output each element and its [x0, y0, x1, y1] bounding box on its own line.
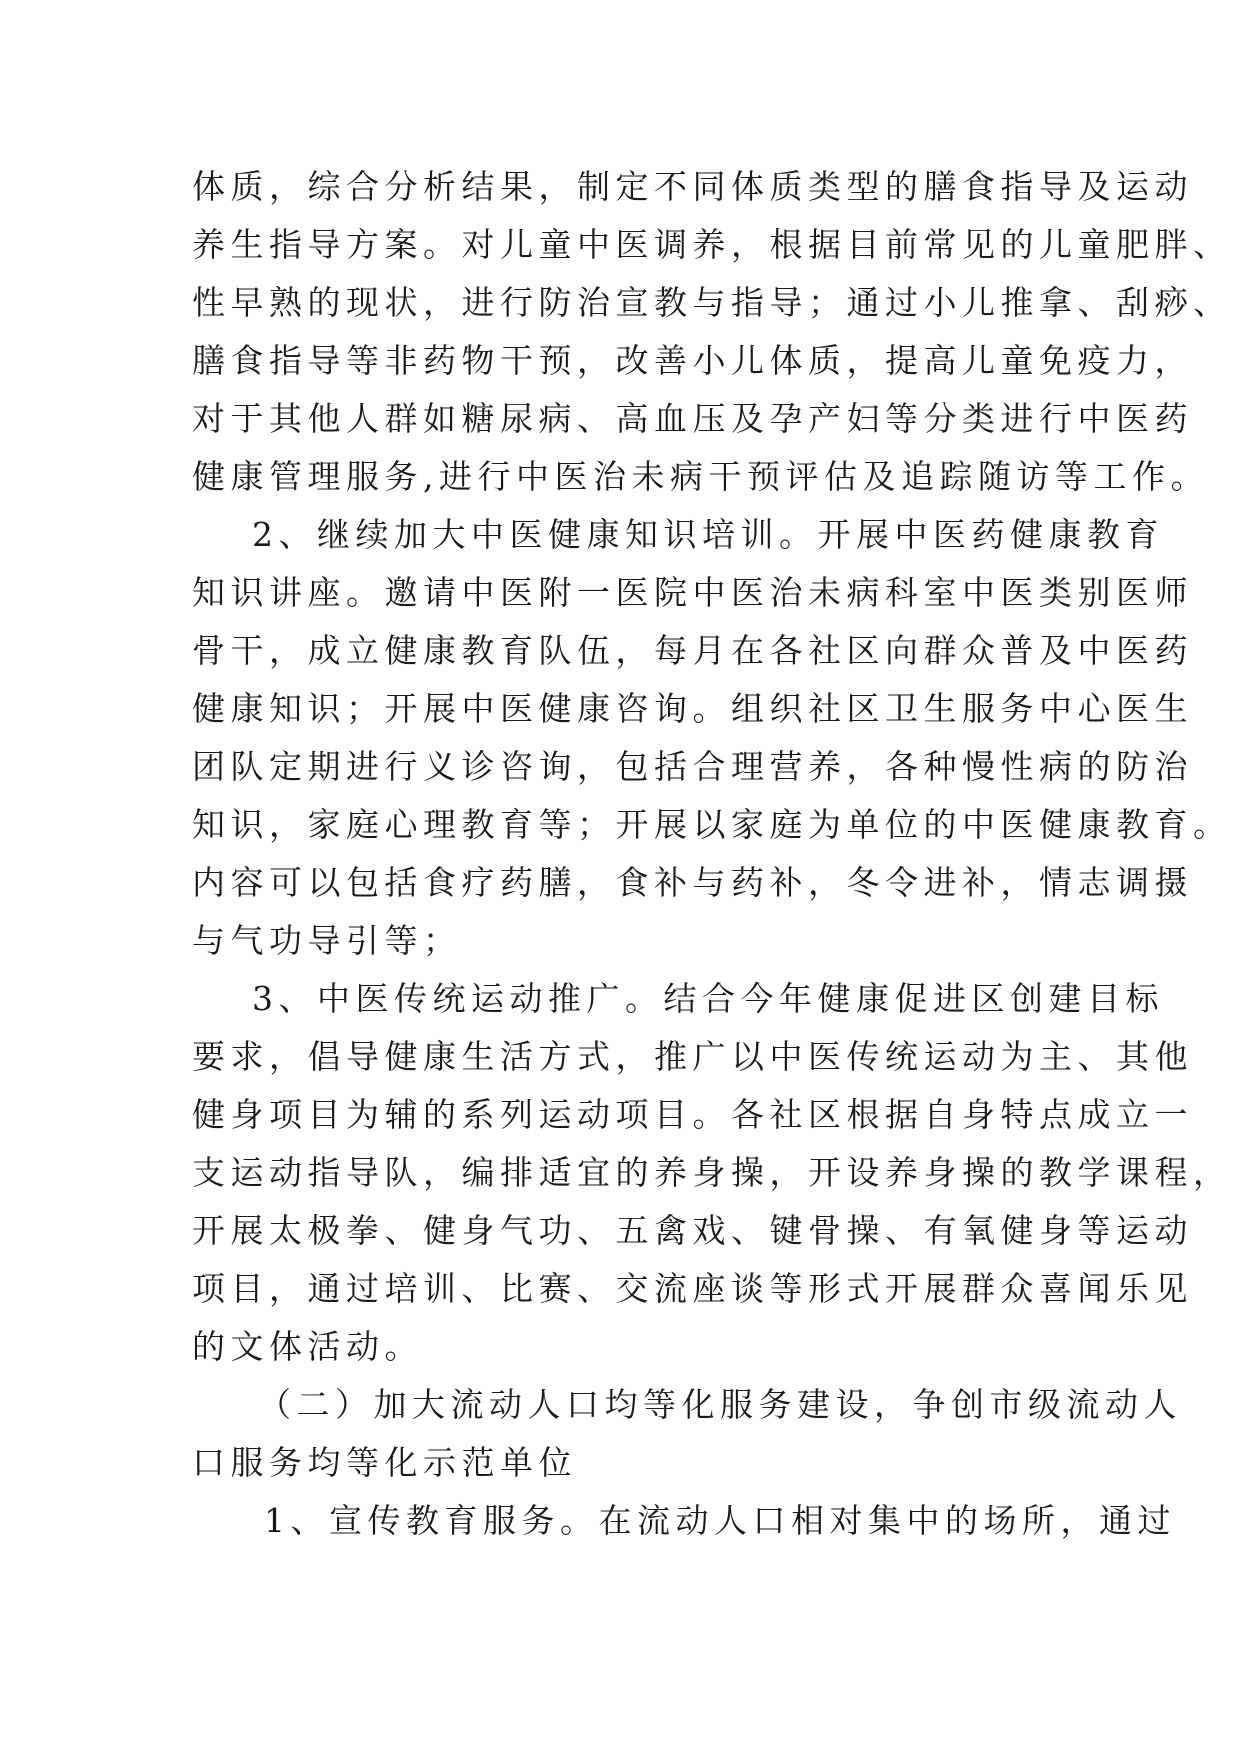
text-line: 要求，倡导健康生活方式，推广以中医传统运动为主、其他	[192, 1037, 1193, 1076]
text-line: 对于其他人群如糖尿病、高血压及孕产妇等分类进行中医药	[192, 399, 1193, 438]
text-line: 性早熟的现状，进行防治宣教与指导；通过小儿推拿、刮痧、	[192, 283, 1232, 322]
text-line: 知识，家庭心理教育等；开展以家庭为单位的中医健康教育。	[192, 805, 1232, 844]
text-line: 的文体活动。	[192, 1327, 423, 1366]
section-heading-line: 口服务均等化示范单位	[192, 1443, 577, 1482]
text-line: 健康知识；开展中医健康咨询。组织社区卫生服务中心医生	[192, 689, 1193, 728]
text-line: 开展太极拳、健身气功、五禽戏、键骨操、有氧健身等运动	[192, 1211, 1193, 1250]
text-line: 团队定期进行义诊咨询，包括合理营养，各种慢性病的防治	[192, 747, 1193, 786]
section-heading-line: （二）加大流动人口均等化服务建设，争创市级流动人	[258, 1385, 1182, 1424]
text-line: 健身项目为辅的系列运动项目。各社区根据自身特点成立一	[192, 1095, 1193, 1134]
paragraph-1-heading-line: 1、宣传教育服务。在流动人口相对集中的场所，通过	[264, 1501, 1176, 1540]
text-line: 膳食指导等非药物干预，改善小儿体质，提高儿童免疫力，	[192, 341, 1193, 380]
text-line: 与气功导引等；	[192, 921, 462, 960]
text-line: 健康管理服务,进行中医治未病干预评估及追踪随访等工作。	[192, 457, 1209, 496]
text-line: 骨干，成立健康教育队伍，每月在各社区向群众普及中医药	[192, 631, 1193, 670]
text-line: 支运动指导队，编排适宜的养身操，开设养身操的教学课程，	[192, 1153, 1232, 1192]
text-line: 项目，通过培训、比赛、交流座谈等形式开展群众喜闻乐见	[192, 1269, 1193, 1308]
paragraph-3-heading-line: 3、中医传统运动推广。结合今年健康促进区创建目标	[252, 979, 1164, 1018]
text-line: 内容可以包括食疗药膳，食补与药补，冬令进补，情志调摄	[192, 863, 1193, 902]
text-line: 养生指导方案。对儿童中医调养，根据目前常见的儿童肥胖、	[192, 225, 1232, 264]
text-line: 知识讲座。邀请中医附一医院中医治未病科室中医类别医师	[192, 573, 1193, 612]
text-line: 体质，综合分析结果，制定不同体质类型的膳食指导及运动	[192, 167, 1193, 206]
document-body	[192, 158, 1232, 1550]
paragraph-2-heading-line: 2、继续加大中医健康知识培训。开展中医药健康教育	[252, 515, 1164, 554]
